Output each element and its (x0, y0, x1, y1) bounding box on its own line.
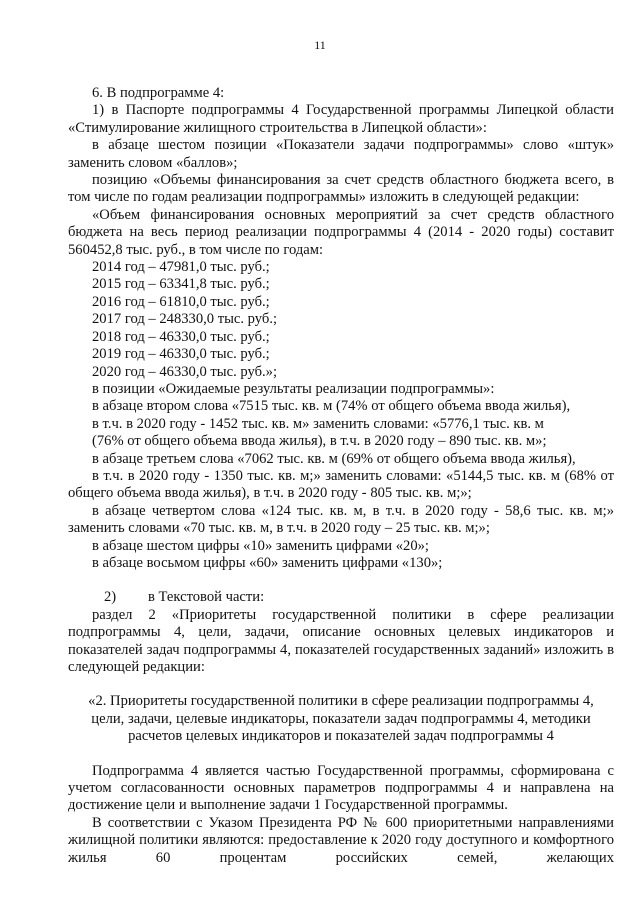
paragraph-third-line-2: в т.ч. в 2020 году - 1350 тыс. кв. м;» заменить словами: «5144,5 тыс. кв. м (68% от общего объема ввода жилья), в т.ч. в 2020 году - 805 тыс. кв. м;»; (68, 467, 614, 502)
year-line-2020: 2020 год – 46330,0 тыс. руб.»; (92, 363, 278, 380)
paragraph-sixth: в абзаце шестом цифры «10» заменить цифрами «20»; (92, 537, 429, 554)
paragraph-financing-position: позицию «Объемы финансирования за счет средств областного бюджета всего, в том числе по годам реализации подпрограммы» изложить в следующей редакции: (68, 172, 614, 206)
paragraph-passport: 1) в Паспорте подпрограммы 4 Государственной программы Липецкой области «Стимулирование жилищного строительства в Липецкой области»: (68, 102, 614, 136)
paragraph-eighth: в абзаце восьмом цифры «60» заменить цифрами «130»; (92, 554, 443, 571)
year-line-2018: 2018 год – 46330,0 тыс. руб.; (92, 328, 270, 345)
paragraph-section-2: раздел 2 «Приоритеты государственной политики в сфере реализации подпрограммы 4, цели, задачи, описание основных целевых индикаторов и показателей задач подпрограммы 4, показателей государственных заданий» изложить в следующей редакции: (68, 606, 614, 675)
item-2-label: в Текстовой части: (148, 589, 265, 606)
paragraph-third-line-1: в абзаце третьем слова «7062 тыс. кв. м (69% от общего объема ввода жилья), (92, 450, 576, 467)
item-2-text-part (68, 589, 614, 606)
spacer (68, 676, 614, 693)
paragraph-indicators: в абзаце шестом позиции «Показатели задачи подпрограммы» слово «штук» заменить словом «баллов»; (68, 137, 614, 171)
document-body (68, 85, 614, 867)
paragraph-decree-600: В соответствии с Указом Президента РФ № 600 приоритетными направлениями жилищной политики являются: предоставление к 2020 году доступного и комфортного жилья 60 процентам российских семей, желающих (68, 814, 614, 866)
paragraph-expected-results: в позиции «Ожидаемые результаты реализации подпрограммы»: (92, 380, 495, 397)
paragraph-second-line-3: (76% от общего объема ввода жилья), в т.ч. в 2020 году – 890 тыс. кв. м»; (92, 433, 547, 450)
year-line-2014: 2014 год – 47981,0 тыс. руб.; (92, 259, 270, 276)
paragraph-second-line-1: в абзаце втором слова «7515 тыс. кв. м (74% от общего объема ввода жилья), (92, 398, 571, 415)
paragraph-subprogram-4: 6. В подпрограмме 4: (92, 85, 225, 101)
year-line-2019: 2019 год – 46330,0 тыс. руб.; (92, 346, 270, 363)
year-line-2016: 2016 год – 61810,0 тыс. руб.; (92, 293, 270, 310)
item-2-number: 2) (104, 589, 117, 606)
year-line-2017: 2017 год – 248330,0 тыс. руб.; (92, 311, 278, 328)
paragraph-fourth: в абзаце четвертом слова «124 тыс. кв. м, в т.ч. в 2020 году - 58,6 тыс. кв. м;» заменить словами «70 тыс. кв. м, в т.ч. в 2020 году – 25 тыс. кв. м;»; (68, 502, 614, 537)
page-number: 11 (314, 38, 326, 52)
spacer (68, 746, 614, 763)
section-heading: «2. Приоритеты государственной политики в сфере реализации подпрограммы 4, цели, задачи, целевые индикаторы, показатели задач подпрограммы 4, методики расчетов целевых индикаторов и показателей задач подпрограммы 4 (88, 693, 594, 745)
paragraph-financing-total: «Объем финансирования основных мероприятий за счет средств областного бюджета на весь период реализации подпрограммы 4 (2014 - 2020 годы) составит 560452,8 тыс. руб., в том числе по годам: (68, 206, 614, 258)
paragraph-subprogram-part: Подпрограмма 4 является частью Государственной программы, сформирована с учетом согласованности основных параметров подпрограммы 4 и направлена на достижение цели и выполнение задачи 1 Государственной программы. (68, 762, 614, 814)
spacer (68, 572, 614, 589)
year-line-2015: 2015 год – 63341,8 тыс. руб.; (92, 276, 270, 293)
paragraph-second-line-2: в т.ч. в 2020 году - 1452 тыс. кв. м» заменить словами: «5776,1 тыс. кв. м (92, 415, 544, 432)
